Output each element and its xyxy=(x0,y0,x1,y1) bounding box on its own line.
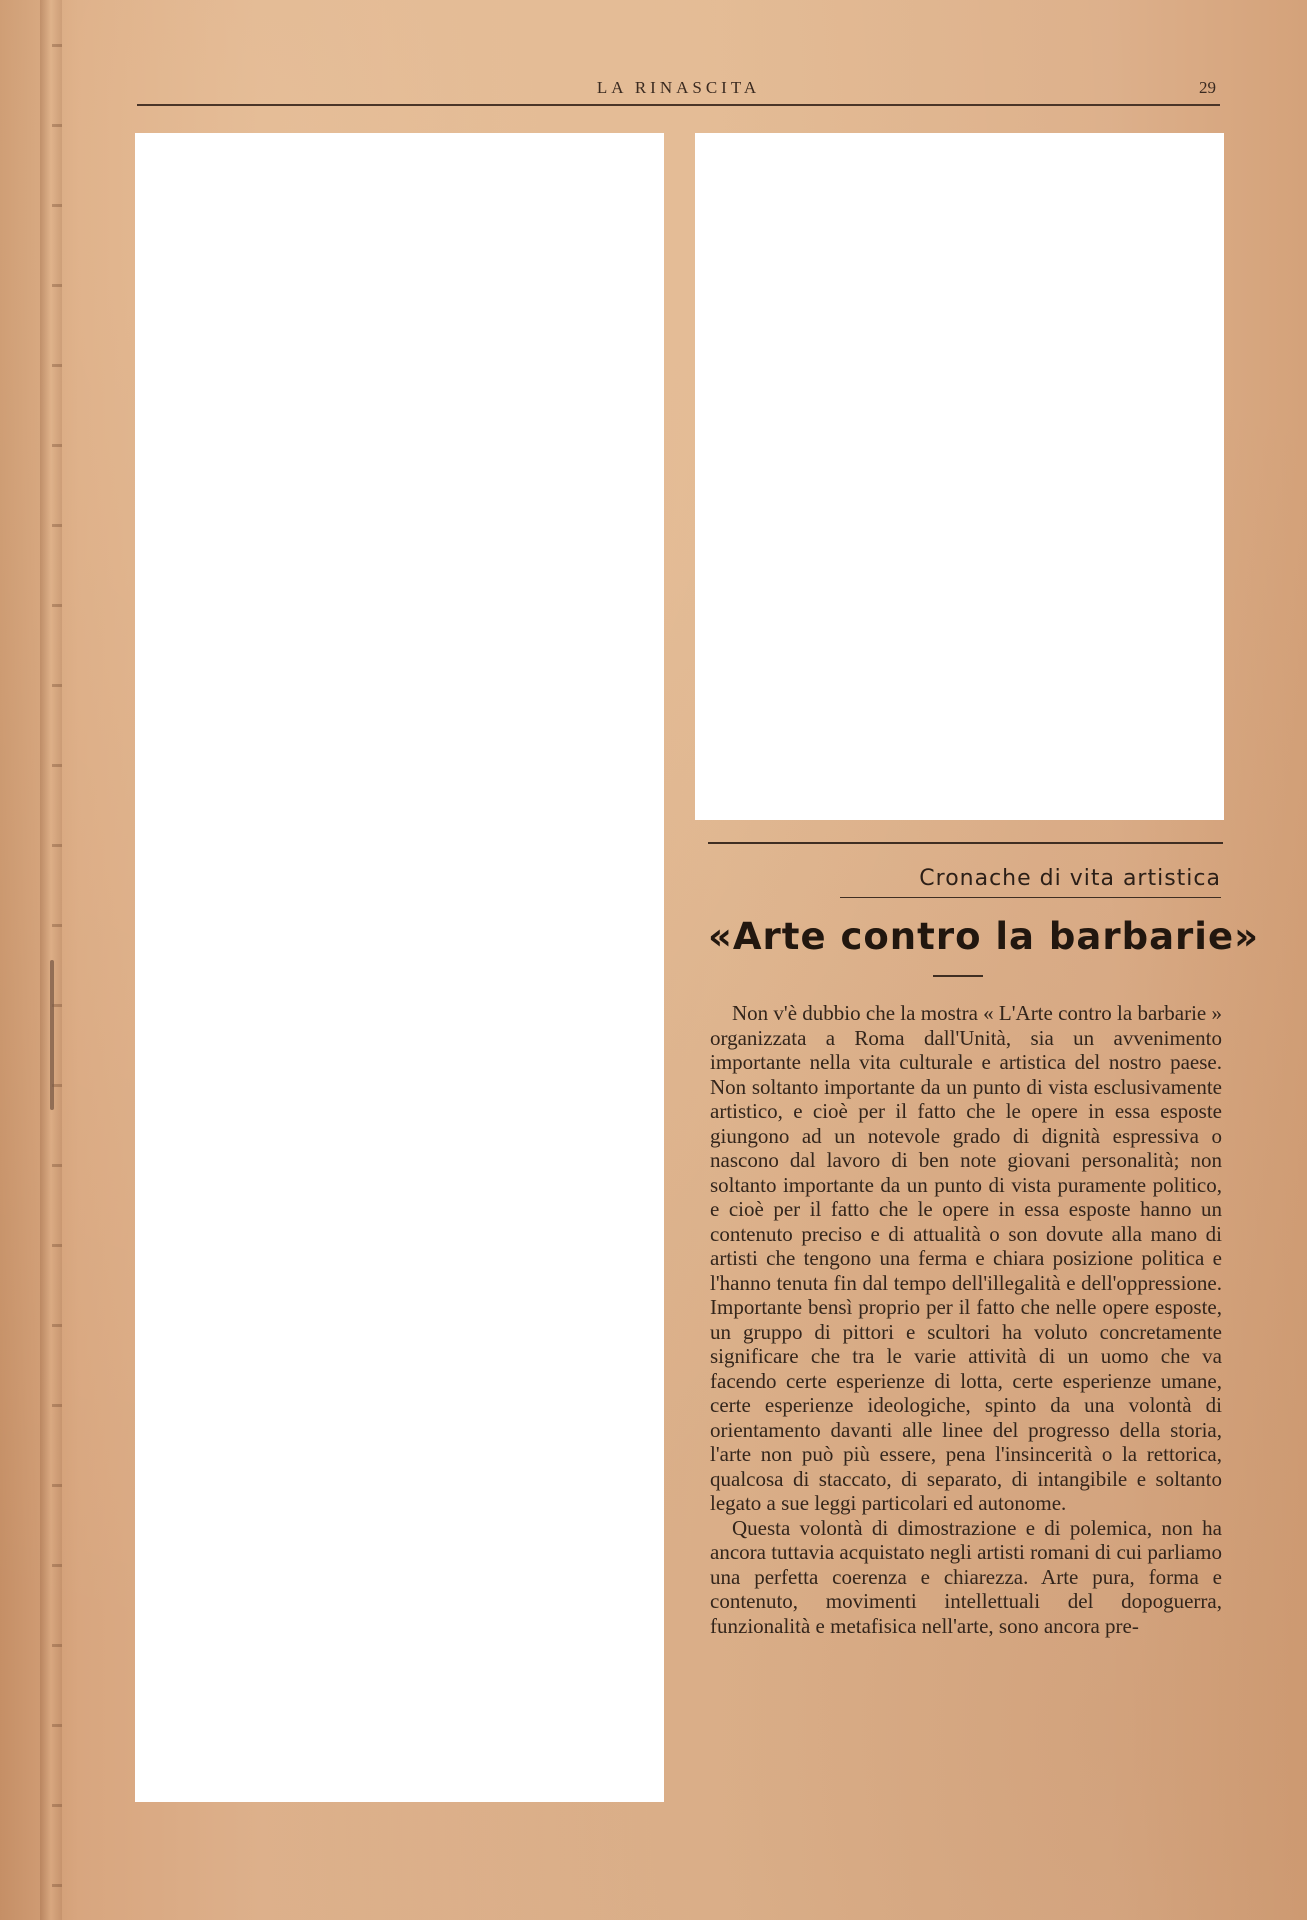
illustration-left xyxy=(135,133,664,1802)
article-body xyxy=(710,1001,1222,1638)
body-paragraph: Questa volontà di dimostrazione e di polemica, non ha ancora tuttavia acquistato negli artisti romani di cui parliamo una perfetta coerenza e chiarezza. Arte pura, forma e contenuto, movimenti intellettuali del dopoguerra, funzionalità e metafisica nell'arte, sono ancora pre- xyxy=(710,1515,1222,1638)
staple xyxy=(50,960,54,1110)
section-rule xyxy=(708,842,1223,844)
journal-name: LA RINASCITA xyxy=(596,78,761,97)
illustration-right xyxy=(695,133,1224,820)
article-title: «Arte contro la barbarie» xyxy=(708,915,1259,958)
section-label: Cronache di vita artistica xyxy=(840,866,1221,898)
body-paragraph: Non v'è dubbio che la mostra « L'Arte contro la barbarie » organizzata a Roma dall'Unità, sia un avvenimento importante nella vita culturale e artistica del nostro paese. Non soltanto importante da un punto di vista esclusivamente artistico, e cioè per il fatto che le opere in essa esposte giungono ad un notevole grado di dignità espressiva o nascono dal lavoro di ben note giovani personalità; non soltanto importante da un punto di vista puramente politico, e cioè per il fatto che le opere in essa esposte hanno un contenuto preciso e di attualità o son dovute alla mano di artisti che tengono una ferma e chiara posizione politica e l'hanno tenuta fin dal tempo dell'illegalità e dell'oppressione. Importante bensì proprio per il fatto che nelle opere esposte, un gruppo di pittori e scultori ha voluto concretamente significare che tra le varie attività di un uomo che va facendo certe esperienze di lotta, certe esperienze umane, certe esperienze ideologiche, spinto da una volontà di orientamento davanti alle linee del progresso della storia, l'arte non può più essere, pena l'insincerità o la rettorica, qualcosa di staccato, di separato, di intangibile e soltanto legato a sue leggi particolari ed autonome. xyxy=(710,1001,1222,1515)
title-rule xyxy=(933,975,983,977)
page-number: 29 xyxy=(1199,78,1216,97)
running-head xyxy=(137,76,1220,106)
